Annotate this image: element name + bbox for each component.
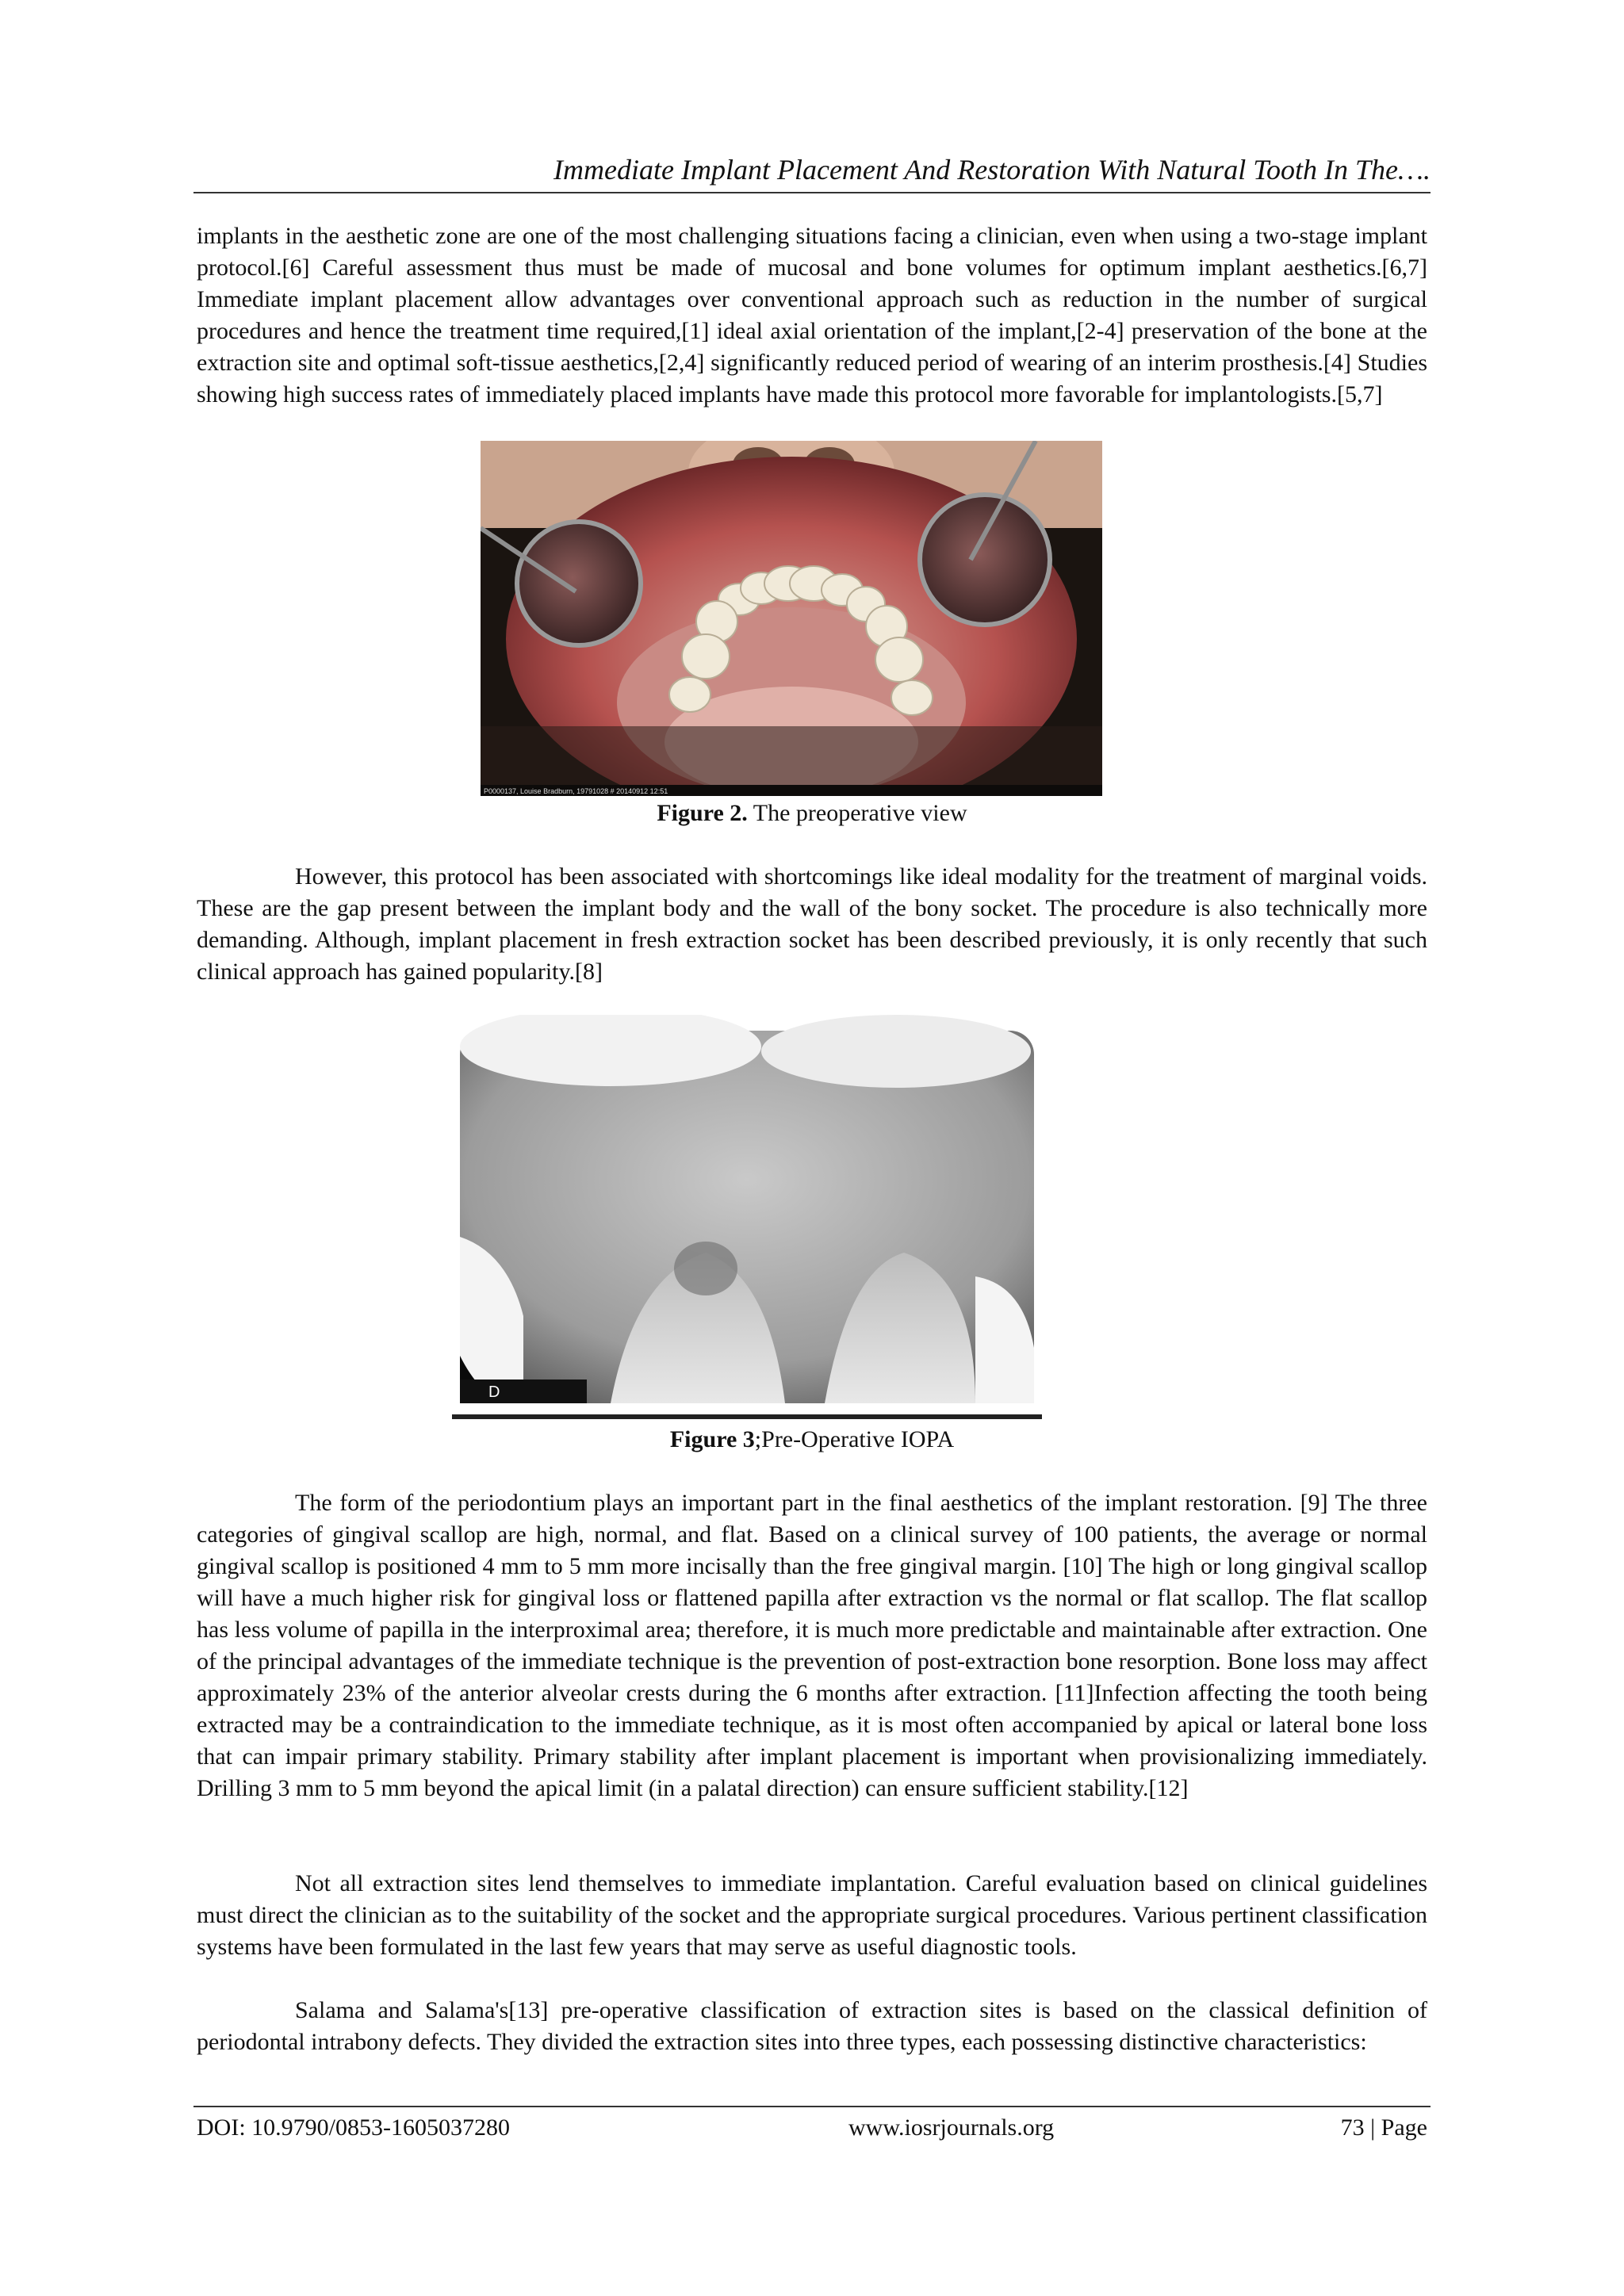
footer-doi: DOI: 10.9790/0853-1605037280 [197, 2114, 510, 2141]
paragraph-1: implants in the aesthetic zone are one of the most challenging situations facing a clinician, even when using a two-stage implant protocol.[6] Careful assessment thus must be made of mucosal and bone volumes for optimum implant aesthetics.[6,7] Immediate implant placement allow advantages over conventional approach such as reduction in the number of surgical procedures and hence the treatment time required,[1] ideal axial orientation of the implant,[2-4] preservation of the bone at the extraction site and optimal soft-tissue aesthetics,[2,4] significantly reduced period of wearing of an interim prosthesis.[4] Studies showing high success rates of immediately placed implants have made this protocol more favorable for implantologists.[5,7] [197, 223, 1427, 408]
paragraph-3: The form of the periodontium plays an important part in the final aesthetics of the implant restoration. [9] The three categories of gingival scallop are high, normal, and flat. Based on a clinical survey of 100 patients, the average or normal gingival scallop is positioned 4 mm to 5 mm more incisally than the free gingival margin. [10] The high or long gingival scallop will have a much higher risk for gingival loss or flattened papilla after extraction vs the normal or flat scallop. The flat scallop has less volume of papilla in the interproximal area; therefore, it is much more predictable and maintainable after extraction. One of the principal advantages of the immediate technique is the prevention of post-extraction bone resorption. Bone loss may affect approximately 23% of the anterior alveolar crests during the 6 months after extraction. [11]Infection affecting the tooth being extracted may be a contraindication to the immediate technique, as it is most often accompanied by apical or lateral bone loss that can impair primary stability. Primary stability after implant placement is important when provisionalizing immediately. Drilling 3 mm to 5 mm beyond the apical limit (in a palatal direction) can ensure sufficient stability.[12] [197, 1490, 1427, 1801]
footer-rule [193, 2106, 1431, 2107]
figure-3-caption [197, 1424, 1427, 1456]
photo-stamp: P0000137, Louise Bradburn, 19791028 # 20140912 12:51 [484, 787, 668, 795]
figure-3-radiograph [452, 1015, 1042, 1422]
figure-3-label: Figure 3 [669, 1426, 755, 1452]
preoperative-intraoral-photo [481, 441, 1102, 796]
figure-3-caption-text: ;Pre-Operative IOPA [754, 1426, 955, 1452]
header-rule [193, 192, 1431, 193]
figure-2-caption-text: The preoperative view [747, 800, 967, 826]
paragraph-2: However, this protocol has been associated with shortcomings like ideal modality for the treatment of marginal voids. These are the gap present between the implant body and the wall of the bony socket. The procedure is also technically more demanding. Although, implant placement in fresh extraction socket has been described previously, it is only recently that such clinical approach has gained popularity.[8] [197, 863, 1427, 985]
paragraph-4: Not all extraction sites lend themselves to immediate implantation. Careful evaluation based on clinical guidelines must direct the clinician as to the suitability of the socket and the appropriate surgical procedures. Various pertinent classification systems have been formulated in the last few years that may serve as useful diagnostic tools. [197, 1870, 1427, 1960]
footer-website[interactable]: www.iosrjournals.org [848, 2114, 1055, 2141]
paragraph-5: Salama and Salama's[13] pre-operative classification of extraction sites is based on the classical definition of periodontal intrabony defects. They divided the extraction sites into three types, each possessing distinctive characteristics: [197, 1997, 1427, 2055]
figure-2-label: Figure 2. [657, 800, 748, 826]
film-marker: D [488, 1383, 500, 1401]
iopa-radiograph [452, 1015, 1042, 1422]
footer-page-number: 73 | Page [1340, 2114, 1427, 2141]
figure-2-caption [197, 798, 1427, 829]
figure-2-photo [481, 441, 1102, 796]
running-header: Immediate Implant Placement And Restoration With Natural Tooth In The…. [553, 154, 1431, 186]
